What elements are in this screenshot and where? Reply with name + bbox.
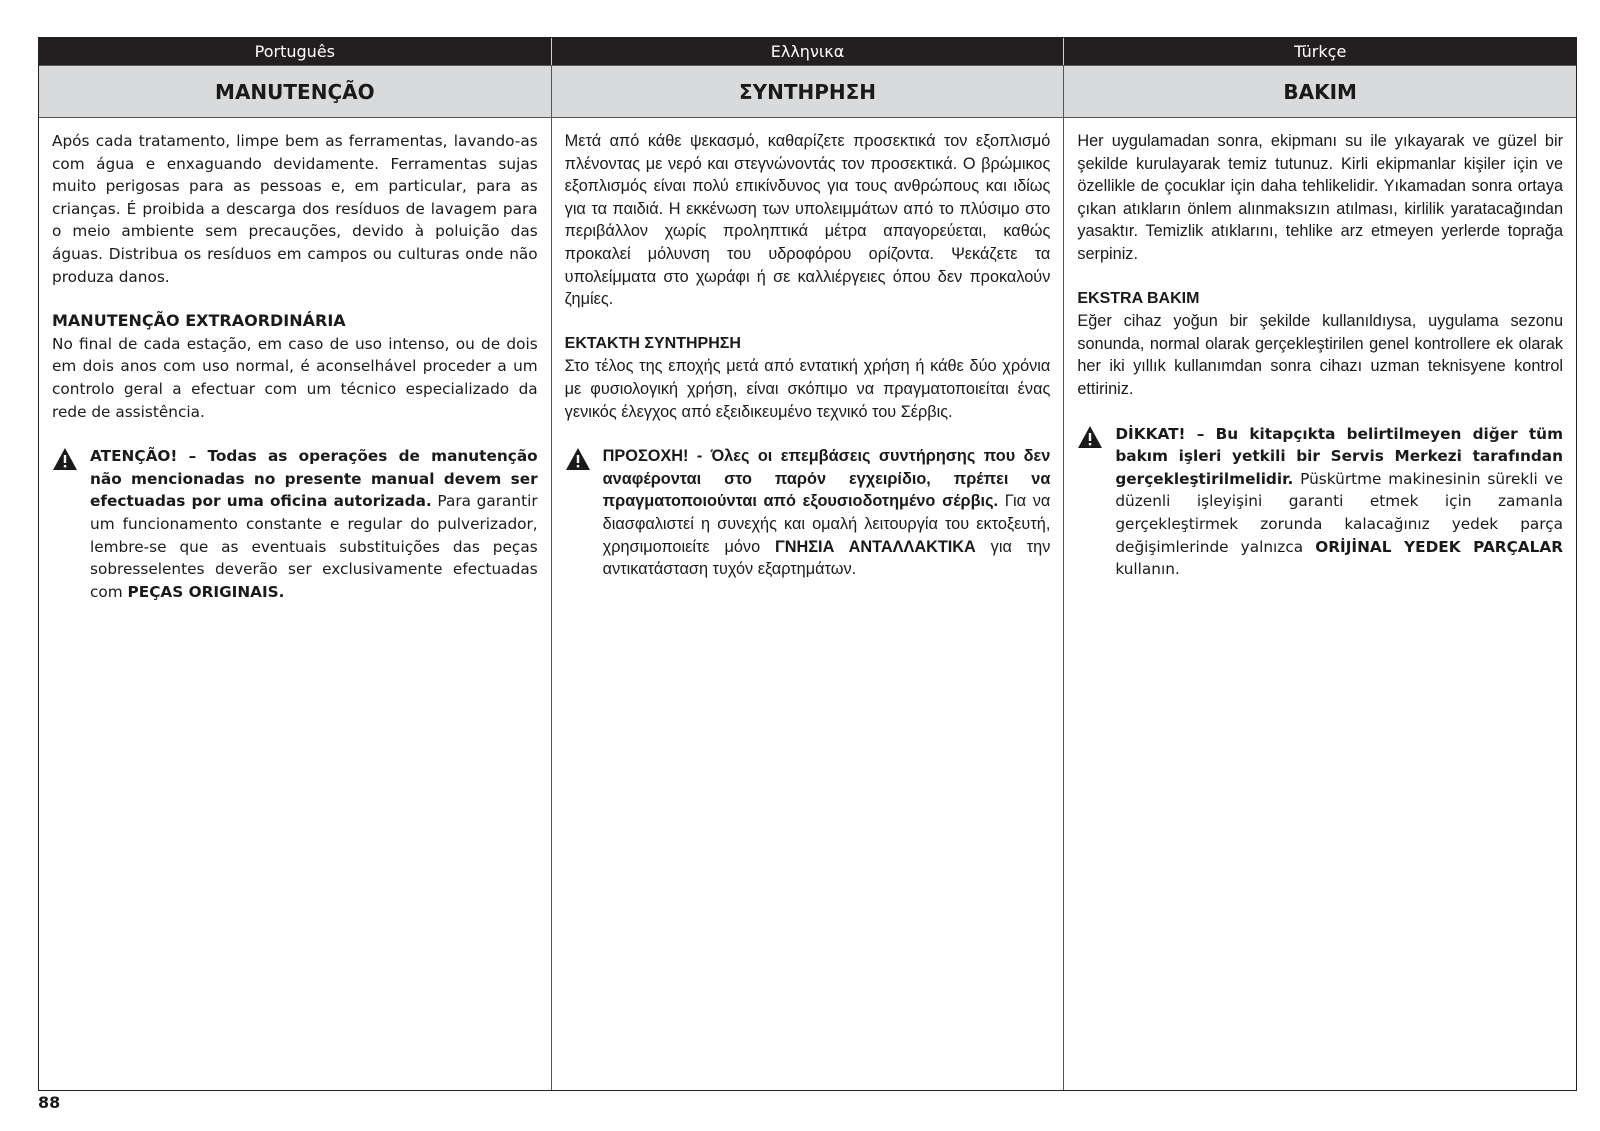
extra-maintenance-text: Στο τέλος της εποχής μετά από εντατική χρήση ή κάθε δύο χρόνια με φυσιολογική χρήση, είναι σκόπιμο να πραγματοποιείται ένας γενικός έλεγχος από εξειδικευμένο τεχνικό του Σέρβις. <box>564 357 1051 421</box>
language-bar <box>39 38 1576 65</box>
column-turkish <box>1063 118 1576 1090</box>
intro-paragraph: Her uygulamadan sonra, ekipmanı su ile yıkayarak ve güzel bir şekilde kurulayarak temiz tutunuz. Kirli ekipmanlar kişiler için ve özellikle de çocuklar için daha tehlikelidir. Yıkamadan sonra ortaya çıkan atıkların önlem alınmaksızın atılması, kirlilik yaratacağından yasaktır. Temizlik atıklarını, tehlike arz etmeyen yerlerde toprağa serpiniz. <box>1077 132 1564 263</box>
warning-triangle-icon <box>1077 423 1115 581</box>
page-number: 88 <box>38 1093 61 1112</box>
section-title-greek: ΣΥΝΤΗΡΗΣΗ <box>551 66 1064 117</box>
content-columns <box>39 118 1576 1090</box>
extra-maintenance-heading: ΕΚΤΑΚΤΗ ΣΥΝΤΗΡΗΣΗ <box>564 334 741 352</box>
section-title-bar <box>39 65 1576 118</box>
column-greek <box>551 118 1064 1090</box>
section-title-turkish: BAKIM <box>1063 66 1576 117</box>
language-label-greek: Ελληνικα <box>551 38 1064 65</box>
warning-text: ATENÇÃO! – Todas as operações de manutenção não mencionadas no presente manual devem ser efectuadas por uma oficina autorizada. Para garantir um funcionamento constante e regular do pulverizador, lembre-se que as eventuais substituições das peças sobresselentes deverão ser exclusivamente efectuadas com PEÇAS ORIGINAIS. <box>90 447 538 601</box>
language-label-portuguese: Português <box>254 42 335 61</box>
warning-block <box>565 445 1051 581</box>
warning-triangle-icon <box>52 445 90 603</box>
manual-page <box>38 37 1577 1091</box>
extra-maintenance-heading: EKSTRA BAKIM <box>1077 289 1200 307</box>
warning-triangle-icon <box>565 445 603 581</box>
section-title-portuguese: MANUTENÇÃO <box>215 79 375 104</box>
warning-block <box>52 445 538 603</box>
warning-block <box>1077 423 1563 581</box>
intro-paragraph: Μετά από κάθε ψεκασμό, καθαρίζετε προσεκτικά τον εξοπλισμό πλένοντας με νερό και στεγνώνοντάς τον προσεκτικά. Ο βρώμικος εξοπλισμός είναι πολύ επικίνδυνος για τους ανθρώπους και ιδίως για τα παιδιά. Η εκκένωση των υπολειμμάτων από το πλύσιμο στο περιβάλλον χωρίς προληπτικά μέτρα απαγορεύεται, καθώς προκαλεί μόλυνση του υδροφόρου ορίζοντα. Ψεκάζετε τα υπολείμματα στο χωράφι ή σε καλλιέργειες όπου δεν προκαλούν ζημίες. <box>564 132 1051 309</box>
column-portuguese <box>39 118 551 1090</box>
extra-maintenance-heading: MANUTENÇÃO EXTRAORDINÁRIA <box>52 311 346 331</box>
warning-text: DİKKAT! – Bu kitapçıkta belirtilmeyen diğer tüm bakım işleri yetkili bir Servis Merkezi tarafından gerçekleştirilmelidir. Püskürtme makinesinin sürekli ve düzenli işleyişini garanti etmek için zamanla gerçekleştirmek zorunda kalacağınız yedek parça değişimlerinde yalnızca ORİJİNAL YEDEK PARÇALAR kullanın. <box>1115 424 1564 579</box>
extra-maintenance-text: No final de cada estação, em caso de uso intenso, ou de dois em dois anos com uso normal, é aconselhável proceder a um controlo geral a efectuar com um técnico especializado da rede de assistência. <box>52 334 538 421</box>
extra-maintenance-text: Eğer cihaz yoğun bir şekilde kullanıldıysa, uygulama sezonu sonunda, normal olarak gerçekleştirilen genel kontrollere ek olarak her iki yıllık kullanımdan sonra cihazı uzman teknisyene kontrol ettiriniz. <box>1077 312 1564 398</box>
language-label-turkish: Türkçe <box>1063 38 1576 65</box>
intro-paragraph: Após cada tratamento, limpe bem as ferramentas, lavando-as com água e enxaguando devidamente. Ferramentas sujas muito perigosas para as pessoas e, em particular, para as crianças. É proibida a descarga dos resíduos de lavagem para o meio ambiente sem precauções, devido à poluição das águas. Distribua os resíduos em campos ou culturas onde não produza danos. <box>52 132 538 286</box>
warning-text: ΠΡΟΣΟΧΗ! - Όλες οι επεμβάσεις συντήρησης που δεν αναφέρονται στο παρόν εγχειρίδιο, πρέπει να πραγματοποιούνται από εξουσιοδοτημένο σέρβις. Για να διασφαλιστεί η συνεχής και ομαλή λειτουργία του εκτοξευτή, χρησιμοποιείτε μόνο ΓΝΗΣΙΑ ΑΝΤΑΛΛΑΚΤΙΚΑ για την αντικατάσταση τυχόν εξαρτημάτων. <box>602 447 1051 579</box>
